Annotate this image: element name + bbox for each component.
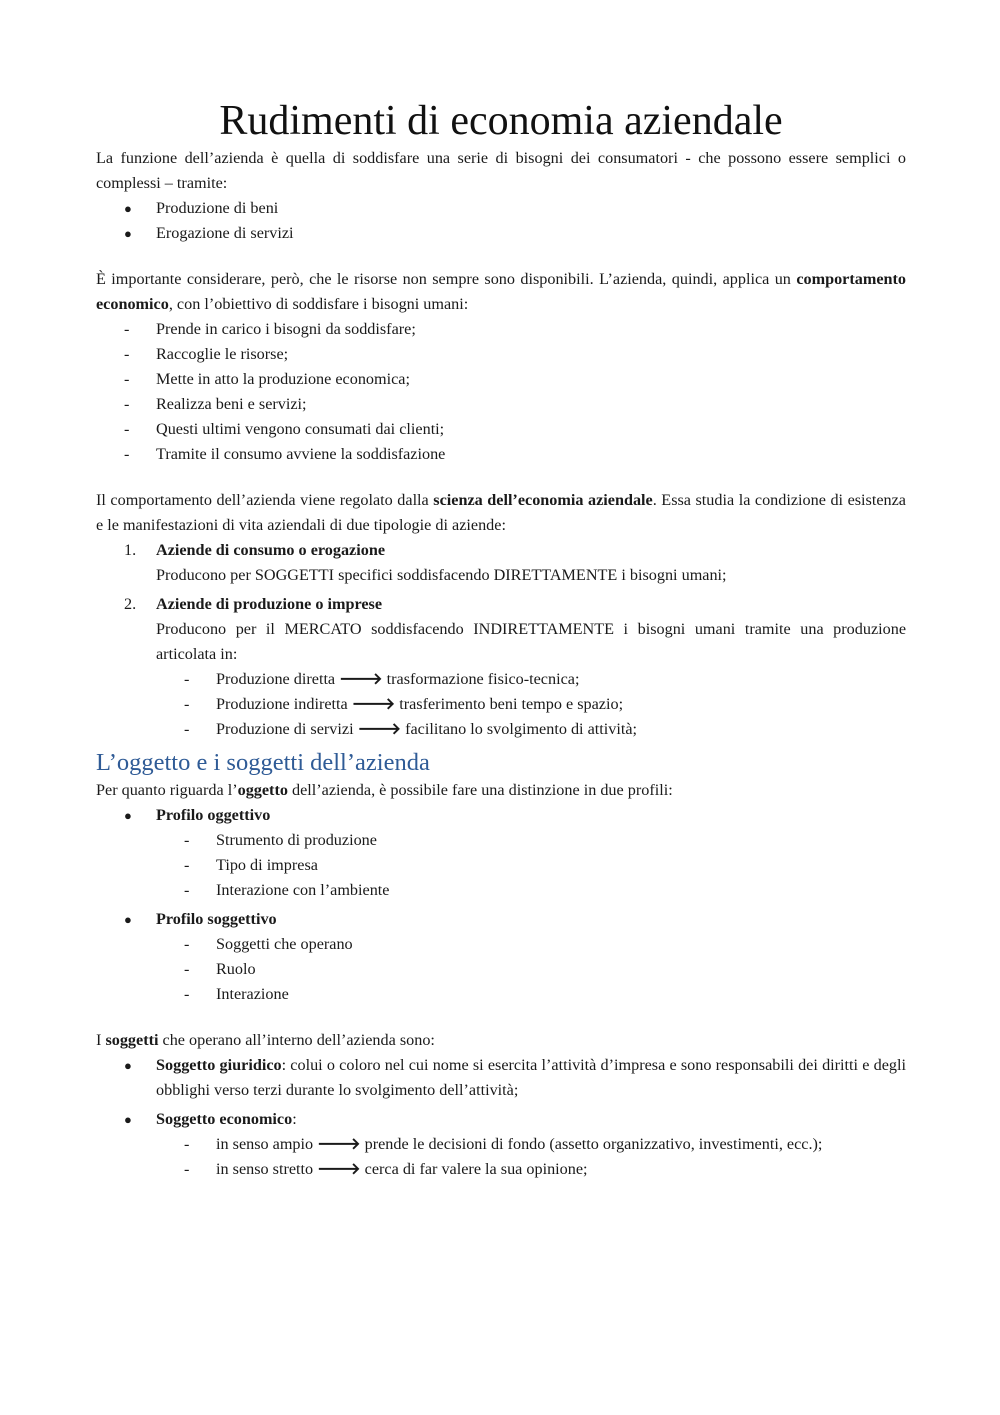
list-item: - Prende in carico i bisogni da soddisfare;: [96, 317, 906, 342]
bullet-icon: ●: [124, 1112, 132, 1127]
bullet-icon: ●: [124, 201, 132, 216]
list-item: - Tipo di impresa: [96, 853, 906, 878]
list-item: - Interazione con l’ambiente: [96, 878, 906, 903]
dash-icon: -: [184, 720, 190, 738]
list-item: [96, 592, 906, 667]
dash-icon: -: [184, 670, 190, 688]
dash-icon: -: [124, 320, 130, 338]
arrow-right-icon: 🡒: [317, 1160, 361, 1178]
dash-icon: -: [184, 1135, 190, 1153]
dash-icon: -: [184, 831, 190, 849]
oggetto-paragraph: Per quanto riguarda l’oggetto dell’azienda, è possibile fare una distinzione in due profili:: [96, 781, 673, 799]
arrow-right-icon: 🡒: [351, 695, 396, 713]
soggetti-list: [96, 1053, 906, 1132]
dash-icon: -: [184, 856, 190, 874]
dash-icon: -: [124, 445, 130, 463]
scienza-paragraph: Il comportamento dell’azienda viene regolato dalla scienza dell’economia aziendale. Essa studia la condizione di esistenza e le manifestazioni di vita aziendali di due tipologie di aziende:: [96, 491, 906, 534]
bullet-icon: ●: [124, 912, 132, 927]
list-item: ● Profilo oggettivo: [96, 803, 906, 828]
list-item: - in senso ampio 🡒 prende le decisioni di fondo (assetto organizzativo, investimenti, ecc.);: [96, 1132, 906, 1157]
document-page: [96, 96, 906, 1182]
intro-paragraph: La funzione dell’azienda è quella di soddisfare una serie di bisogni dei consumatori - che possono essere semplici o complessi – tramite:: [96, 149, 906, 192]
list-item: [96, 538, 906, 588]
list-item: - Mette in atto la produzione economica;: [96, 367, 906, 392]
list-number: 1.: [124, 541, 137, 559]
list-item: ● Soggetto economico:: [96, 1107, 906, 1132]
bullet-icon: ●: [124, 1058, 132, 1073]
list-item: - in senso stretto 🡒 cerca di far valere la sua opinione;: [96, 1157, 906, 1182]
type-desc: Producono per il MERCATO soddisfacendo INDIRETTAMENTE i bisogni umani tramite una produzione articolata in:: [156, 620, 906, 663]
list-item: - Soggetti che operano: [96, 932, 906, 957]
list-item: - Realizza beni e servizi;: [96, 392, 906, 417]
produzione-sub-list: [96, 667, 906, 742]
list-item: ● Profilo soggettivo: [96, 907, 906, 932]
comportamento-steps-list: [96, 317, 906, 467]
aziende-types-list: [96, 538, 906, 667]
list-item: - Tramite il consumo avviene la soddisfazione: [96, 442, 906, 467]
list-item: - Questi ultimi vengono consumati dai clienti;: [96, 417, 906, 442]
dash-icon: -: [184, 960, 190, 978]
list-item: - Produzione di servizi 🡒 facilitano lo svolgimento di attività;: [96, 717, 906, 742]
soggetti-paragraph: I soggetti che operano all’interno dell’azienda sono:: [96, 1031, 435, 1049]
dash-icon: -: [124, 420, 130, 438]
page-title: Rudimenti di economia aziendale: [219, 98, 783, 144]
list-item: - Ruolo: [96, 957, 906, 982]
type-title: Aziende di produzione o imprese: [156, 595, 383, 613]
bullet-icon: ●: [124, 226, 132, 241]
list-item: - Strumento di produzione: [96, 828, 906, 853]
arrow-right-icon: 🡒: [339, 670, 383, 688]
dash-icon: -: [124, 370, 130, 388]
dash-icon: -: [184, 881, 190, 899]
list-item: - Raccoglie le risorse;: [96, 342, 906, 367]
list-item: ● Soggetto giuridico: colui o coloro nel cui nome si esercita l’attività d’impresa e sono responsabili dei diritti e degli obblighi verso terzi durante lo svolgimento dell’attività;: [96, 1053, 906, 1103]
comportamento-paragraph: È importante considerare, però, che le risorse non sempre sono disponibili. L’azienda, quindi, applica un comportamento economico, con l’obiettivo di soddisfare i bisogni umani:: [96, 270, 906, 313]
profiles-list: [96, 803, 906, 828]
arrow-right-icon: 🡒: [317, 1135, 361, 1153]
dash-icon: -: [184, 985, 190, 1003]
list-item: - Interazione: [96, 982, 906, 1007]
intro-bullet-list: [96, 196, 906, 246]
profile-oggettivo-items: [96, 828, 906, 903]
bullet-icon: ●: [124, 808, 132, 823]
dash-icon: -: [184, 1160, 190, 1178]
profiles-list: [96, 907, 906, 932]
dash-icon: -: [184, 695, 190, 713]
list-item: - Produzione diretta 🡒 trasformazione fisico-tecnica;: [96, 667, 906, 692]
list-item: - Produzione indiretta 🡒 trasferimento beni tempo e spazio;: [96, 692, 906, 717]
profile-soggettivo-items: [96, 932, 906, 1007]
type-desc: Producono per SOGGETTI specifici soddisfacendo DIRETTAMENTE i bisogni umani;: [156, 566, 727, 584]
type-title: Aziende di consumo o erogazione: [156, 541, 386, 559]
list-number: 2.: [124, 595, 137, 613]
list-item: ● Erogazione di servizi: [96, 221, 906, 246]
economico-sub-list: [96, 1132, 906, 1182]
list-item: ● Produzione di beni: [96, 196, 906, 221]
dash-icon: -: [184, 935, 190, 953]
section-heading: L’oggetto e i soggetti dell’azienda: [96, 749, 430, 776]
dash-icon: -: [124, 345, 130, 363]
arrow-right-icon: 🡒: [357, 720, 402, 738]
dash-icon: -: [124, 395, 130, 413]
